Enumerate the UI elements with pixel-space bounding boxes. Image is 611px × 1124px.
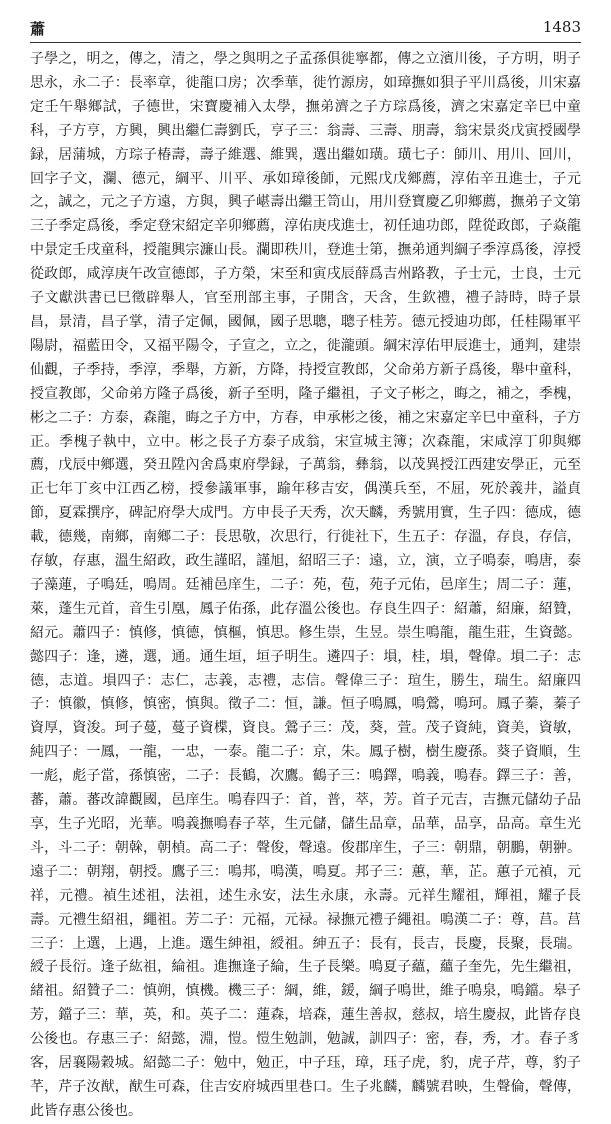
running-head-surname: 蕭 bbox=[30, 20, 46, 38]
genealogy-text-block bbox=[30, 48, 581, 1119]
genealogy-paragraph: 子學之，明之，傳之，清之，學之與明之子孟孫俱徙寧都，傳之立濱川後，子方明，明子思永，永二子：長率章，徙龍口房；次季華，徙竹源房，如璋撫如狽子平川爲後，川宋嘉定壬午舉鄉試，子德世，宋寶慶補入太學，撫弟濟之子方琮爲後，濟之宋嘉定辛巳中童科，子方亨，方興，興出繼仁壽劉氏，亨子三：翁壽、三壽、朋壽，翁宋景炎戊寅授國學録，居蒲城，方琮子椿壽，壽子維選、維巽，選出繼如璜。璜七子：師川、用川、回川，回字子文，瀾、德元，綱平、川平、承如璋後師，元熙戊戊鄉薦，淳佑辛丑進士，子元之，誠之，元之子方遠，方與，興子嵁壽出繼王笥山，用川登寶慶乙卯鄉薦，撫弟子文第三子季定爲後，季定登宋紹定辛卯鄉薦，淳佑庚戌進士，初任迪功郎，陞從政郎，子焱龍中景定壬戌童科，授龍興宗濂山長。瀾即秩川，登進士第，撫弟通判綱子季淳爲後，淳授從政郎，咸淳庚午改宣德郎，子方榮，宋至和寅戌辰薛爲吉州路教，子士元，士良，士元子文獻洪書已巳徵辟舉人，官至刑部主事，子開含，天含，生欽禮，禮子詩時，時子景昌，景清，昌子掌，清子定佩，國佩，國子思聰，聰子桂芳。德元授迪功郎，任桂陽軍平陽尉，福藍田令，又福平陽令，子宣之，立之，徙瀧頭。綱宋淳佑甲辰進士，通判，建崇仙觀，子季持，季淳，季舉，方新，方降，持授宣教郎，父命弟方新子爲後，舉中童科，授宣教郎，父命弟方隆子爲後，新子至明，隆子繼祖，子文子彬之，晦之，補之，季槐，彬之二子：方泰，森龍，晦之子方中，方春，申承彬之後，補之宋嘉定辛巳中童科，子方正。季槐子執中，立中。彬之長子方泰子成翁，宋宣城主簿；次森龍，宋咸淳丁卯與鄉薦，戊辰中鄉選，癸丑陞內舍爲東府學録，子萬翁，彝翁，以茂異授江西建安學正，元至正七年丁亥中江西乙榜，授參議軍事，踰年移吉安，偶漢兵至，不屈，死於義井，謚貞節，夏霖撰序，碑記府學大成門。方申長子天秀，次天麟，秀號用實，生子四：德成，德載，德幾，南鄉，南鄉二子：長思敬，次思行，行徙社下，生五子：存溫，存良，存信，存敏，存惠，溫生紹政，政生謹昭，謹旭，紹昭三子：遠，立，演，立子鳴泰，鳴唐，泰子藻蓮，子鳴廷，鳴周。廷補邑庠生，二子：苑，苞，苑子元佑，邑庠生；周二子：蓮，萊，蓬生元首，音生引凰，鳳子佑孫，此存溫公後也。存良生四子：紹蕭，紹廉，紹贊，紹元。蕭四子：慎修，慎德，慎樞，慎思。修生崇，生昱。崇生鳴龍，龍生莊，生資懿。懿四子：逢，遴，選，通。通生垣，垣子明生。遴四子：塤，桂，塤，聲偉。塤二子：志德，志道。塤四子：志仁，志義，志禮，志信。聲偉三子：瑄生，勝生，瑞生。紹廉四子：慎徽，慎修，慎密，慎與。徵子二：恒，謙。恒子鳴鳳，鳴鶯，鳴珂。鳳子蓁，蓁子資厚，資浚。珂子蔓，蔓子資楪，資良。鶯子三：茂，葵，萱。茂子資純，資美，資敏，純四子：一鳳，一龍，一忠，一泰。龍二子：京，朱。鳳子樹，樹生慶孫。葵子資順，生一彪，彪子當，孫慎密，二子：長鶴，次鷹。鶴子三：鳴鐸，鳴義，鳴春。鐸三子：善，蕃，蕭。蕃改諱觀國，邑庠生。鳴春四子：首，普，萃，芳。首子元吉，吉撫元儲幼子品享，生子光昭，光華。鳴義撫鳴春子萃，生元儲，儲生品章，品華，品享，品高。章生光斗，斗二子：朝榦，朝楨。高二子：聲俊，聲遠。俊郡庠生，子三：朝鼎，朝鵬，朝翀。遠子二：朝翔，朝授。鷹子三：鳴邦，鳴漢，鳴夏。邦子三：蕙，華，芷。蕙子元禎，元祥，元禮。禎生述祖，法祖，述生永安，法生永康，永壽。元祥生耀祖，輝祖，耀子長壽。元禮生紹祖，繩祖。芳二子：元福，元禄。禄撫元禮子繩祖。鳴漢二子：尊，莒。莒三子：上選，上遇，上進。選生紳祖，綬祖。紳五子：長有，長吉，長慶，長聚，長瑞。綬子長衍。逢子紘祖，綸祖。進撫逢子綸，生子長樂。鳴夏子蘊，蘊子奎先，先生繼祖，緒祖。紹贊子二：慎朔，慎機。機三子：綱，維，鍰，綱子鳴世，維子鳴泉，鳴鐺。皋子芳，鐺子三：華，英，和。英子二：蓮森，培森，蓮生善叔，慈叔，培生慶叔，此皆存良公後也。存惠三子：紹懿，淵，愷。愷生勉訓，勉誠，訓四子：密，春，秀，才。春子豸客，居襄陽穀城。紹懿二子：勉中，勉正，中子珏，璋，珏子虎，豹，虎子芹，尊，豹子芊，芹子汝猷，猷生可森，住吉安府城西里巷口。生子兆麟，麟號君映，生聲倫，聲傳，此皆存惠公後也。 bbox=[30, 51, 581, 1119]
page-number: 1483 bbox=[542, 18, 581, 36]
page-header bbox=[30, 18, 581, 43]
